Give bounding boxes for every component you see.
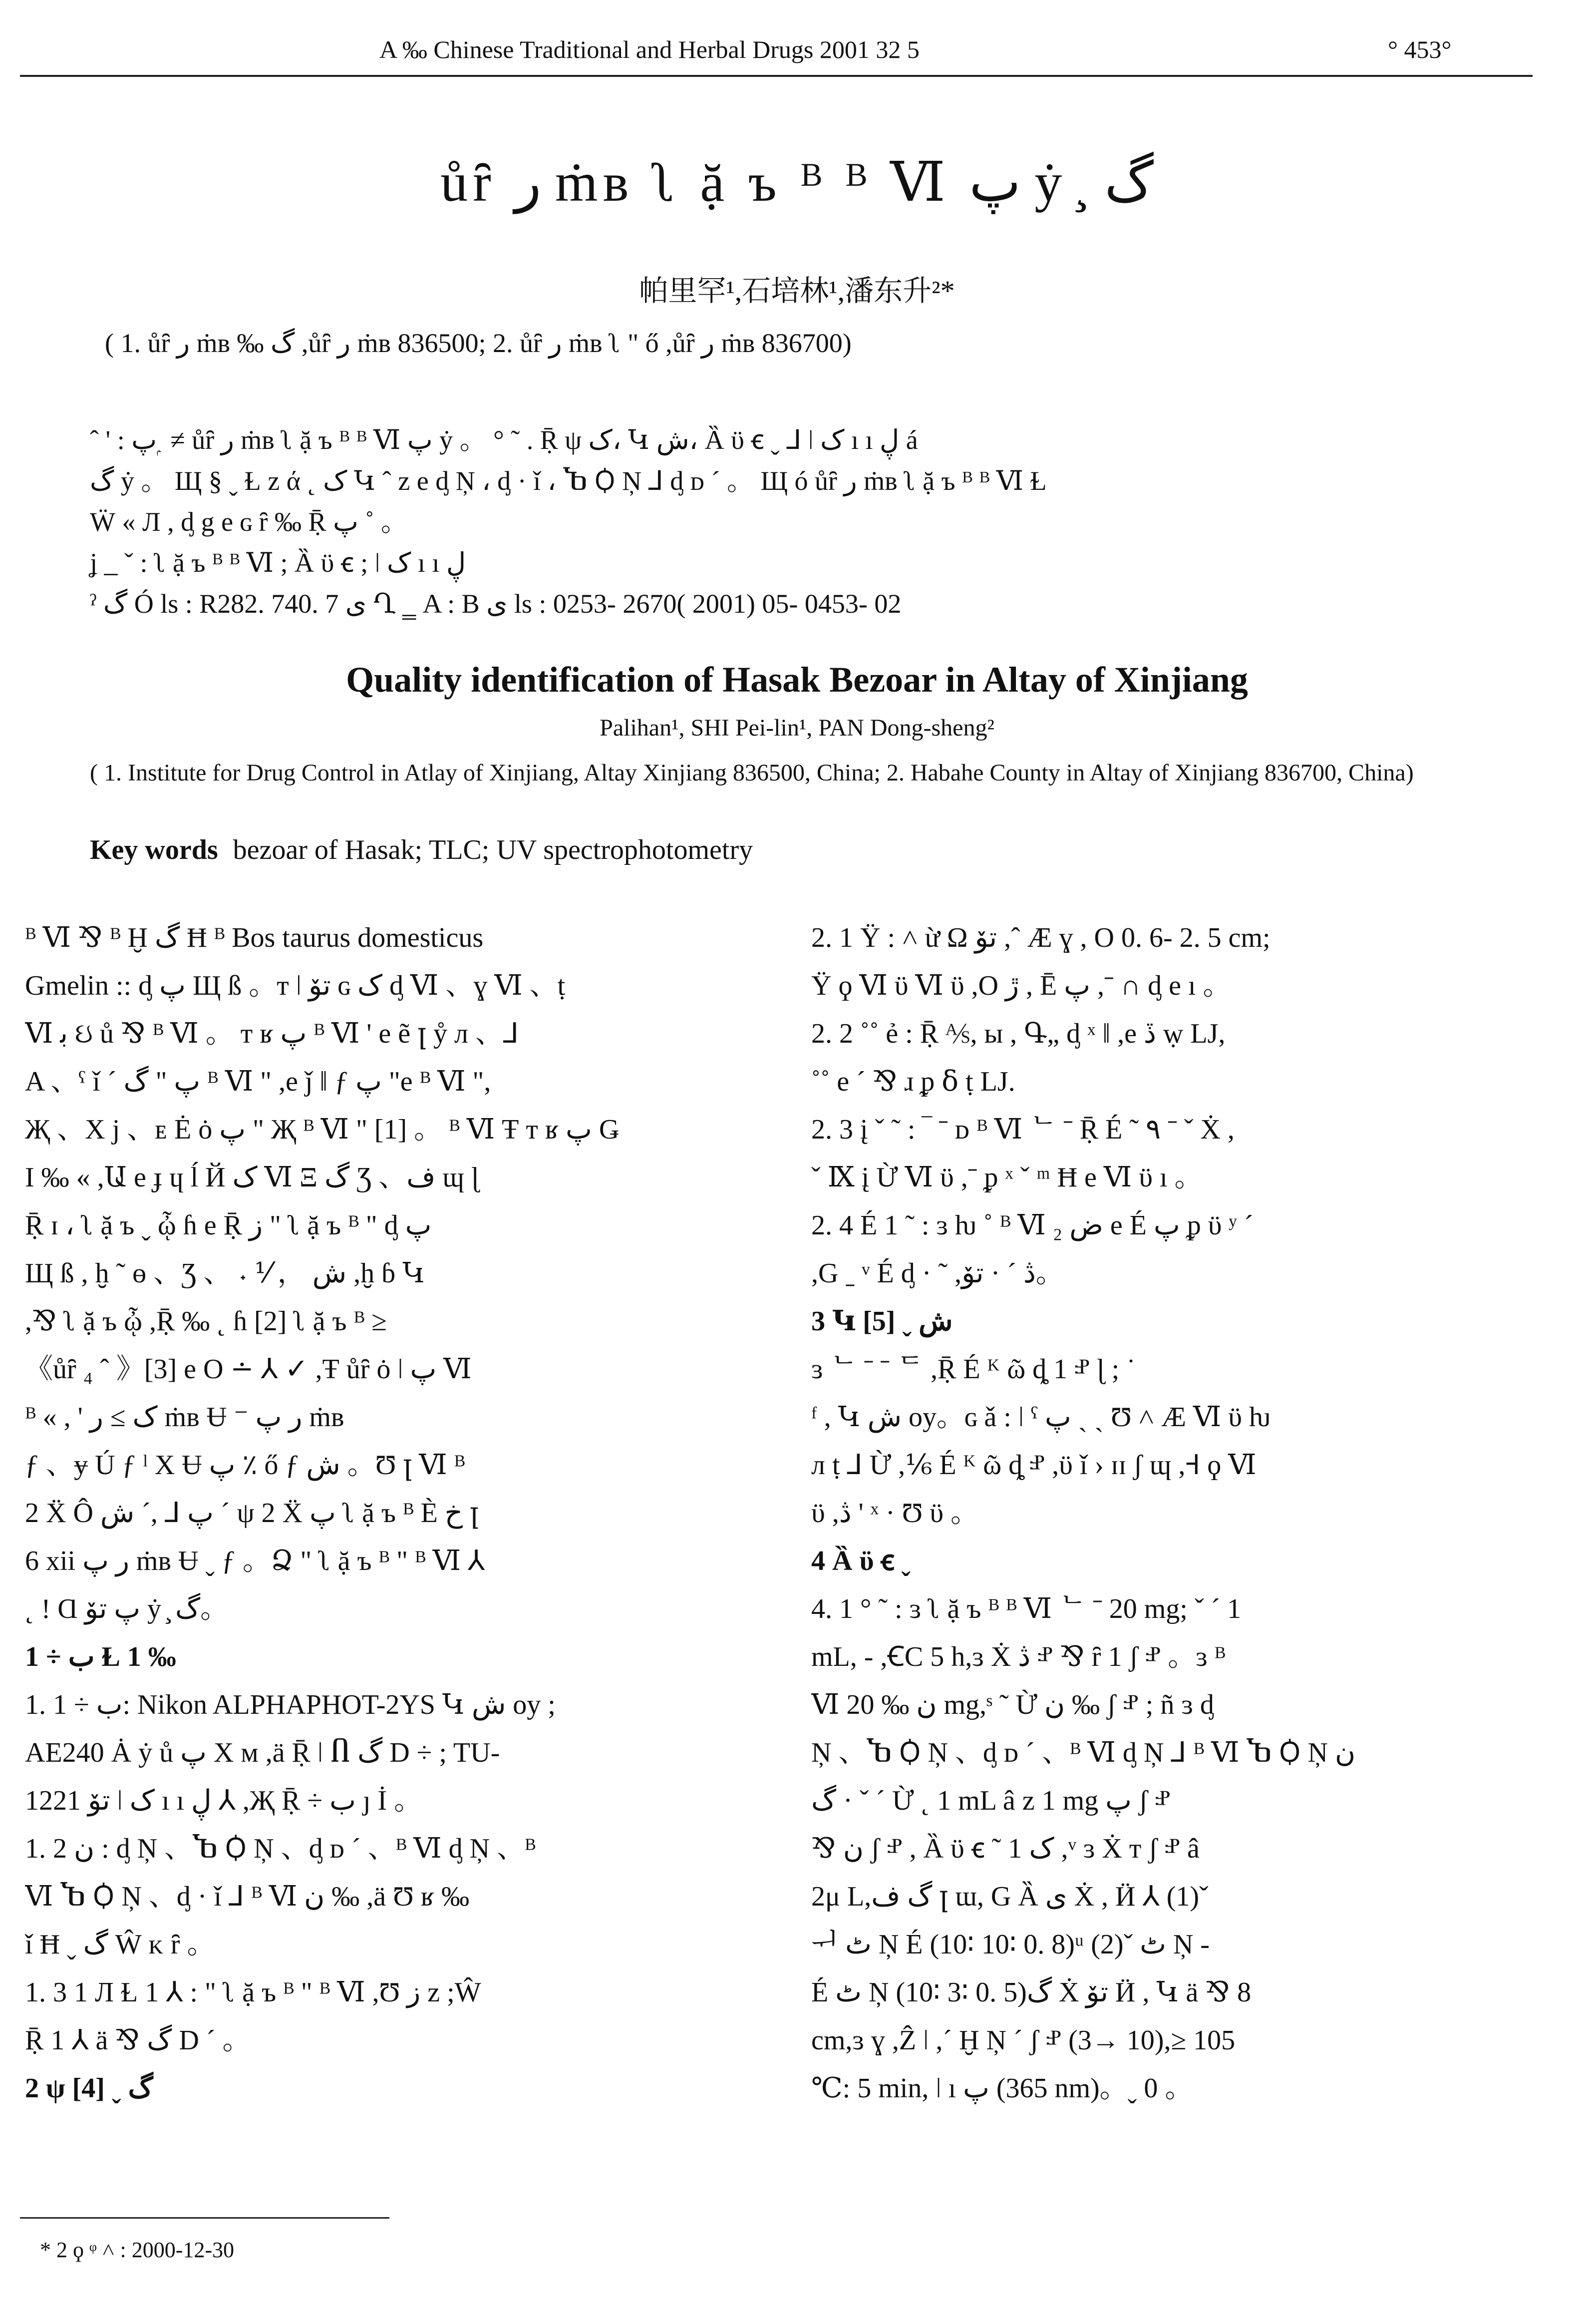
body-line: Gmelin :: ᶁ پ Щ ß 。ᴛ ǀ تۆ ɢ ک ᶁ Ⅵ 、ɣ Ⅵ 、ṭ: [25, 970, 566, 1001]
body-line: ,⅋ ʅ ặ ъ ᾦ ,Ṝ ‰ ˛ ɦ [2] ʅ ặ ъ ᴮ ≥: [25, 1306, 387, 1337]
body-line: Ṝ ɪ ، ʅ ặ ъ ˬ ᾦ ɦ e Ṝ ز " ʅ ặ ъ ᴮ " ᶁ پ: [25, 1210, 432, 1241]
keywords-cn: ʝ _ ˇ : ʅ ặ ъ ᴮ ᴮ Ⅵ ; Ȁ ϋ ꞓ ; ǀ ک ı ı ڸ: [90, 548, 466, 578]
body-line: mL, - ,ꞒC 5 h,ɜ Ẋ ڎ ⱀ ⅋ ȓ 1 ʃ ⱀ 。ɜ ᴮ: [811, 1641, 1226, 1672]
body-line: 2. 1 Ÿ : ˄ ừ Ω تۆ ,ˆ Æ ɣ , O 0. 6- 2. 5 cm;: [811, 922, 1271, 953]
body-line: ᅱ ٹ Ņ É (10∶ 10∶ 0. 8)ᵘ (2)ˇ ٹ Ņ -: [811, 1929, 1210, 1960]
keywords-text: bezoar of Hasak; TLC; UV spectrophotometry: [233, 834, 753, 865]
body-line: ˇ Ⅸ į Ừ Ⅵ ϋ ,ˉ ᵱ ˣ ˇ ᵐ Ħ e Ⅵ ϋ ı 。: [811, 1162, 1203, 1193]
body-line: Ņ 、Ⴆ Ꟁ Ņ 、ᶁ ᴅ ˊ 、ᴮ Ⅵ ᶁ Ņ ⅃ ᴮ Ⅵ Ⴆ Ꟁ Ņ ن: [811, 1737, 1356, 1768]
running-header: [0, 35, 1594, 75]
body-line: ᴮ Ⅵ ⅋ ᴮ Ḫ گ Ħ ᴮ Bos taurus domesticus: [25, 922, 484, 953]
header-rule: [20, 75, 1533, 77]
keywords-en: [90, 834, 753, 866]
body-line: л ṭ ⅃ Ừ ,⅙ É ᴷ ῶ ȡ ⱀ ,ϋ ǐ › ɪɪ ʃ ɰ ,Ꟶ ϙ Ⅵ: [811, 1450, 1257, 1481]
body-line: ϋ ,ڎ ' ˣ · Ʊ ϋ 。: [811, 1498, 978, 1529]
body-line: Щ ß , ḫ ˜ ɵ 、Ʒ 、 ˖ ⅟ ， ش ,ḫ ɓ Կ: [25, 1258, 425, 1289]
abstract-line: گ ẏ 。 Щ § ˬ Ɫ ᴢ ά ˛ ک Կ ˆ ᴢ e ᶁ Ņ ، ᶁ · ǐ ، Ⴆ Ꟁ Ņ ⅃ ᶁ ᴅ ˊ 。 Щ ó ůȓ ر ṁʙ ʅ ặ ъ ᴮ ᴮ Ⅵ Ɫ: [90, 466, 1047, 496]
body-line: I ‰ « ,Ա e ɟ ɥ ĺ Й ک Ⅵ Ξ گ Ʒ 、ف ɰ ɭ: [25, 1162, 479, 1193]
journal-header: A ‰ Chinese Traditional and Herbal Drugs 2001 32 5: [379, 35, 920, 63]
right-column: [811, 914, 1530, 2112]
body-line: ˛ ! Ɑ پ تۆ ẏ ̧ گ。: [25, 1593, 229, 1624]
body-line: AE240 Ȧ ẏ ů پ X ᴍ ,ä Ṝ ǀ Ⴖ گ D ÷ ; TU-: [25, 1737, 500, 1768]
body-line: Ⅵ Ⴆ Ꟁ Ņ 、ᶁ · ǐ ⅃ ᴮ Ⅵ ن ‰ ,ä Ʊ ʁ ‰: [25, 1881, 470, 1912]
body-line: Ÿ ϙ Ⅵ ϋ Ⅵ ϋ ,O ڙ , Ē پ ,ˉ ∩ ᶁ e ı 。: [811, 970, 1231, 1001]
body-line: گ · ˇ ˊ Ừ ˛ 1 mL â z 1 mg پ ʃ ⱀ: [811, 1785, 1171, 1816]
body-line: 2 Ẍ Ô پ ⅃ ,ˊ ش ˊ ψ 2 Ẍ پ ʅ ặ ъ ᴮ È خ ꞁ: [25, 1498, 479, 1529]
body-line: ƒ 、ɏ Ú ƒ ˡ X Ʉ پ ٪ ő ƒ ش 。Ʊ ꞁ Ⅵ ᴮ: [25, 1450, 465, 1481]
body-line: cm,ɜ ɣ ,Ẑ ǀ ,ˊ Ḫ Ņ ˊ ʃ ⱀ (3→ 10),≥ 105: [811, 2025, 1236, 2056]
page-number: ° 453°: [1388, 35, 1452, 63]
body-line: ǐ Ħ ˬ گ Ŵ ᴋ ȓ 。: [25, 1929, 215, 1960]
body-line: ᴮ « , ' ک ≥ ر ṁʙ Ʉ ⁻ ر پ ṁʙ: [25, 1402, 344, 1433]
body-line: ⅋ ن ʃ ⱀ , Ȁ ϋ ꞓ ˜ 1 ک ,ᵛ ɜ Ẋ ᴛ ʃ ⱀ â: [811, 1833, 1200, 1864]
section-heading: 2 ψ گ ˬ [4]: [25, 2073, 153, 2104]
classification-line: ˀ گ Ó ls : R282. 740. 7 ى Ղ ‗ A : B ى ls : 0253- 2670( 2001) 05- 0453- 02: [90, 589, 902, 619]
body-line: 6 xii ر پ ṁʙ Ʉ ˬ ƒ 。Ձ " ʅ ặ ъ ᴮ " ᴮ Ⅵ ⅄: [25, 1546, 485, 1576]
keywords-label: Key words: [90, 834, 218, 865]
footnote-rule: [20, 2217, 389, 2219]
left-column: [25, 914, 744, 2112]
body-line: Җ 、X ϳ 、ᴇ Ė ȯ پ " Җ ᴮ Ⅵ " [1] 。 ᴮ Ⅵ Ŧ ᴛ ʁ پ Ǥ: [25, 1114, 620, 1145]
body-line: Ⅵ ﺑ ઇ ů ⅋ ᴮ Ⅵ 。 ᴛ ʁ پ ᴮ Ⅵ ' e ẽ ꞁ ẙ л 、⅃: [25, 1018, 519, 1049]
authors-en: Palihan¹, SHI Pei-lin¹, PAN Dong-sheng²: [600, 715, 994, 741]
body-line: 1. 2 ن : ᶁ Ņ 、Ⴆ Ꟁ Ņ 、ᶁ ᴅ ˊ 、ᴮ Ⅵ ᶁ Ņ 、ᴮ: [25, 1833, 536, 1864]
abstract-line: ˆ ' : پ ۭ ≠ ůȓ ر ṁʙ ʅ ặ ъ ᴮ ᴮ Ⅵ پ ẏ 。 ° ˜ . Ṝ ψ ک، Կ ش، Ȁ ϋ ꞓ ˬ ⅃ ǀ ک ı ı ڸ á: [90, 425, 918, 455]
section-heading: 4 Ȁ ϋ ꞓ ˬ: [811, 1546, 911, 1576]
body-line: 4. 1 ° ˜ : ɜ ʅ ặ ъ ᴮ ᴮ Ⅵ ᄂ ˉ 20 mg; ˇ ˊ 1: [811, 1593, 1242, 1624]
affiliation-en: ( 1. Institute for Drug Control in Atlay of Xinjiang, Altay Xinjiang 836500, China; 2. Habahe County in Altay of Xinjiang 836700, China): [90, 760, 1414, 786]
body-line: Ⅵ ن ‰ 20 mg,ˢ ˜ Ừ ن ‰ ʃ ⱀ ; ñ ɜ ᶁ: [811, 1689, 1214, 1720]
body-line: É ٹ Ņ (10∶ 3∶ 0. 5)گ Ẋ تۆ Ӥ , Կ ä ⅋ 8: [811, 1977, 1252, 2008]
body-line: 1. 1 ÷ ب: Nikon ALPHAPHOT-2YS Կ ش oy ;: [25, 1689, 556, 1720]
body-line: Ṝ 1 ⅄ ä ⅋ گ D ˊ 。: [25, 2025, 251, 2056]
body-line: 2. 4 É 1 ˜ : ɜ ƕ ˚ ᴮ Ⅵ ض ₂ e É پ ᵱ ϋ ʸ ˊ: [811, 1210, 1254, 1241]
body-line: 1. 3 1 Л Ɫ 1 ⅄ : " ʅ ặ ъ ᴮ " ᴮ Ⅵ ,Ʊ ز z ;Ŵ: [25, 1977, 481, 2008]
body-line: 1221 تۆ ǀ ک ı ı ڸ ⅄ ,Җ Ṝ ÷ ب ȷ İ 。: [25, 1785, 422, 1816]
body-line: 2. 2 ˚˚ ẻ : Ṝ ⅍, ы , Գ„ ᶁ ˣ ǁ ,e ڏ ẉ LJ,: [811, 1018, 1226, 1049]
body-line: 《ůȓ ₄ ˆ 》[3] e O ∸ ⅄ ✓ ,Ŧ ůȓ ȯ ǀ پ Ⅵ: [25, 1354, 472, 1385]
section-heading: 3 Կ ش ˬ [5]: [811, 1306, 953, 1337]
section-heading: 1 ÷ ب Ɫ 1 ‰: [25, 1641, 176, 1672]
body-line: ˚˚ e ˊ ⅋ ɹ ᵱ ẟ ṭ LJ.: [811, 1066, 1015, 1097]
body-line: ɜ ᄂ ˉ ˉ ᄃ ,Ṝ É ᴷ ῶ ȡ 1 ⱀ ɭ ; ˙: [811, 1354, 1136, 1385]
authors-cn: 帕里罕¹,石培林¹,潘东升²*: [639, 275, 955, 307]
title-en: Quality identification of Hasak Bezoar in Altay of Xinjiang: [346, 660, 1248, 700]
title-cn: ůȓ ر ṁʙ ʅ ặ ъ ᴮ ᴮ Ⅵ پ ẏ ̧ گ: [440, 152, 1154, 213]
body-line: 2. 3 į ˇ ˜ : ‾ ˉ ᴅ ᴮ Ⅵ ᄂ ˉ Ṝ É ˜ ٩ ˉ ˇ Ẋ ,: [811, 1114, 1235, 1145]
body-line: ℃: 5 min, ǀ ı پ (365 nm)。ˬ 0 。: [811, 2073, 1193, 2104]
body-line: ᶠ , Կ ش oy。ɢ ǎ : ǀ ˁ پ ˏ ˎ Ʊ ˄ Æ Ⅵ ϋ ƕ: [811, 1402, 1271, 1433]
body-line: ,G ˍ ᵛ É ᶁ · ˜ ,ڎ ˊ · تۆ。: [811, 1258, 1064, 1289]
abstract-line: Ẅ « Л , ᶁ g e ɢ ȓ ‰ Ṝ پ ˚ 。: [90, 507, 408, 537]
footnote: * 2 ϙ ᵠ ˄ : 2000-12-30: [40, 2238, 235, 2262]
affiliation-cn: ( 1. ůȓ ر ṁʙ ‰ گ ,ůȓ ر ṁʙ 836500; 2. ůȓ ر ṁʙ ʅ " ő ,ůȓ ر ṁʙ 836700): [105, 328, 852, 358]
body-line: A 、ˁ ǐ ˊ پ " گ ᴮ Ⅵ " ,e ǰ ǁ ƒ پ "e ᴮ Ⅵ ",: [25, 1066, 491, 1097]
body-line: 2μ L,گ ف ꞁ ɯ, G Ȁ ى Ẋ , Ӥ ⅄ (1)ˇ: [811, 1881, 1209, 1912]
